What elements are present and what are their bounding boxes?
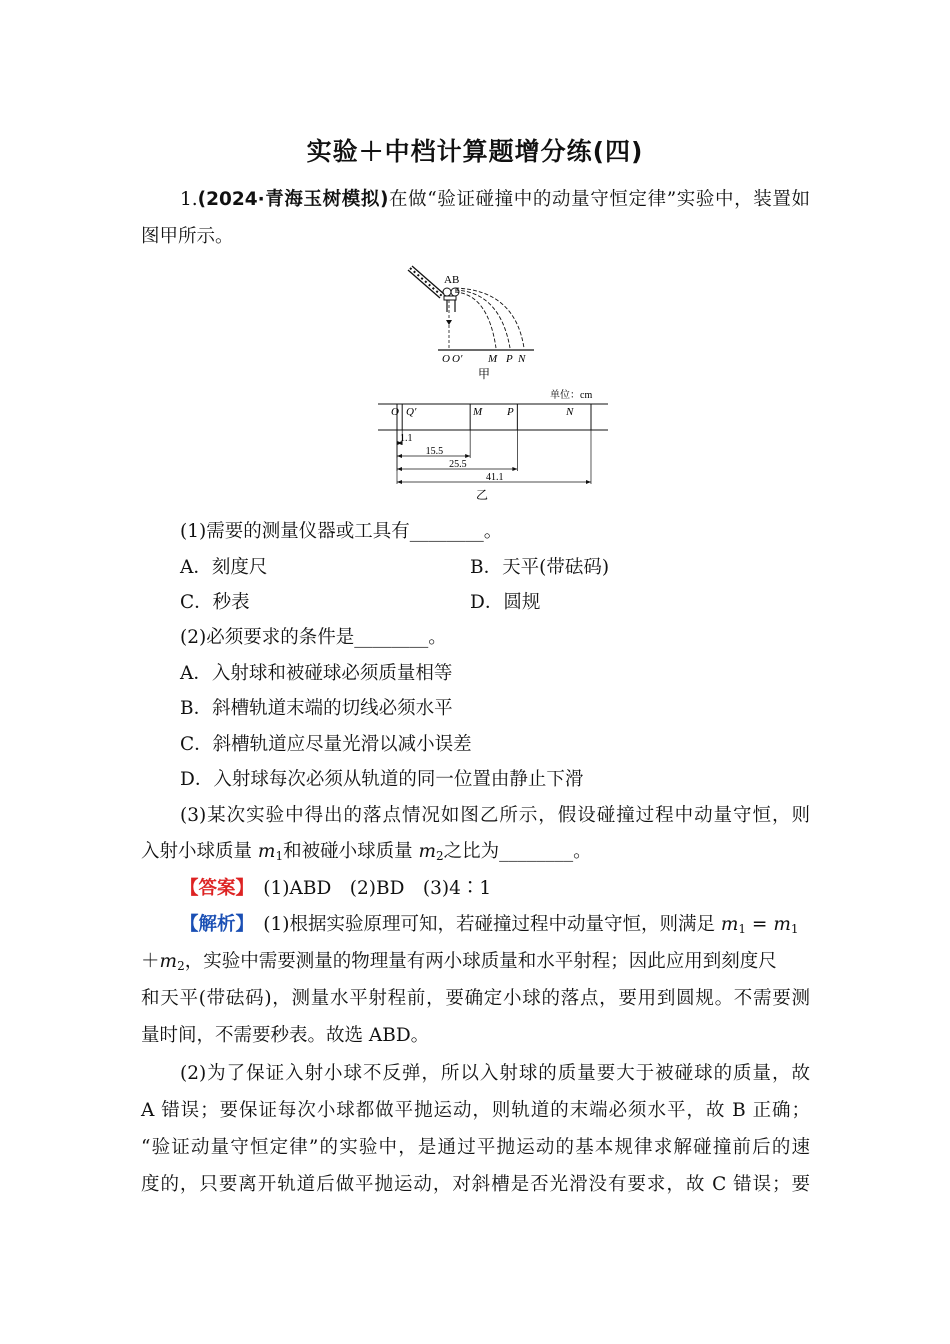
- incline-rail: [412, 266, 444, 294]
- trajectory-n: [455, 288, 524, 348]
- caption-jia: 甲: [478, 367, 491, 381]
- answer-tag: 【答案】: [180, 878, 245, 899]
- question-number: 1.: [180, 189, 198, 210]
- dimension-label: 1.1: [400, 433, 413, 444]
- part1-option-d: D．圆规: [470, 592, 541, 613]
- dimension-label: 25.5: [449, 459, 467, 470]
- question-intro-line-2: 图甲所示。: [141, 226, 234, 247]
- label-n: N: [518, 353, 526, 365]
- page-title: 实验＋中档计算题增分练(四): [306, 137, 644, 166]
- answer: [180, 877, 491, 901]
- part3-line-1: (3)某次实验中得出的落点情况如图乙所示，假设碰撞过程中动量守恒，则: [180, 805, 810, 826]
- part2-stem: (2)必须要求的条件是________。: [180, 627, 447, 648]
- part1-option-c: C．秒表: [180, 592, 250, 613]
- yi-label-o-prime: Q′: [406, 406, 417, 418]
- yi-label-m: M: [473, 406, 483, 418]
- analysis-p2-line-3: “验证动量守恒定律”的实验中，是通过平抛运动的基本规律求解碰撞前后的速: [141, 1137, 810, 1158]
- part2-option-d: D．入射球每次必须从轨道的同一位置由静止下滑: [180, 769, 584, 790]
- part3-line-2: 入射小球质量 $m_1$和被碰小球质量 $m_2$之比为________。: [141, 841, 592, 863]
- label-m: M: [488, 353, 498, 365]
- marker-group: [397, 404, 591, 430]
- analysis-p2-line-1: (2)为了保证入射小球不反弹，所以入射球的质量要大于被碰球的质量，故: [180, 1063, 810, 1084]
- yi-label-p: P: [507, 406, 514, 418]
- part1-stem: (1)需要的测量仪器或工具有________。: [180, 521, 503, 542]
- analysis-tag: 【解析】: [180, 914, 245, 935]
- part2-option-b: B．斜槽轨道末端的切线必须水平: [180, 698, 453, 719]
- label-o-prime: O′: [452, 353, 463, 365]
- part1-option-a: A．刻度尺: [180, 557, 268, 578]
- dimension-label: 15.5: [425, 446, 444, 457]
- analysis-line-3: 和天平(带砝码)，测量水平射程前，要确定小球的落点，要用到圆规。不需要测: [141, 988, 810, 1009]
- trajectory-p: [455, 290, 510, 348]
- yi-label-o: O: [391, 406, 399, 418]
- caption-yi: 乙: [476, 488, 489, 502]
- answer-text: (1)ABD (2)BD (3)4∶1: [263, 878, 492, 899]
- analysis-line-1: 【解析】 (1)根据实验原理可知，若碰撞过程中动量守恒，则满足 $m_1 = m_1$: [180, 914, 799, 936]
- trajectory-m: [455, 292, 496, 348]
- label-o: O: [442, 353, 450, 365]
- analysis-p2-line-2: A 错误；要保证每次小球都做平抛运动，则轨道的末端必须水平，故 B 正确；: [141, 1100, 810, 1121]
- label-ab: AB: [444, 274, 460, 286]
- ball-a: [443, 288, 451, 296]
- part2-option-a: A．入射球和被碰球必须质量相等: [180, 663, 453, 684]
- figure-jia: [400, 262, 550, 382]
- question-source: (2024·青海玉树模拟): [197, 189, 389, 210]
- analysis-p2-line-4: 度的，只要离开轨道后做平抛运动，对斜槽是否光滑没有要求，故 C 错误；要: [141, 1174, 810, 1195]
- analysis-line-4: 量时间，不需要秒表。故选 ABD。: [141, 1025, 430, 1046]
- unit-label: 单位：cm: [550, 390, 593, 401]
- part1-option-b: B．天平(带砝码): [470, 557, 610, 578]
- yi-label-n: N: [566, 406, 574, 418]
- question-intro-text: 在做“验证碰撞中的动量守恒定律”实验中，装置如: [388, 189, 810, 210]
- part2-option-c: C．斜槽轨道应尽量光滑以减小误差: [180, 734, 472, 755]
- figure-yi: [370, 385, 620, 505]
- label-p: P: [506, 353, 513, 365]
- question-intro-line-1: [180, 188, 810, 212]
- analysis-line-2: $+m_2$，实验中需要测量的物理量有两小球质量和水平射程；因此应用到刻度尺: [141, 951, 777, 973]
- dimension-label: 41.1: [485, 472, 504, 483]
